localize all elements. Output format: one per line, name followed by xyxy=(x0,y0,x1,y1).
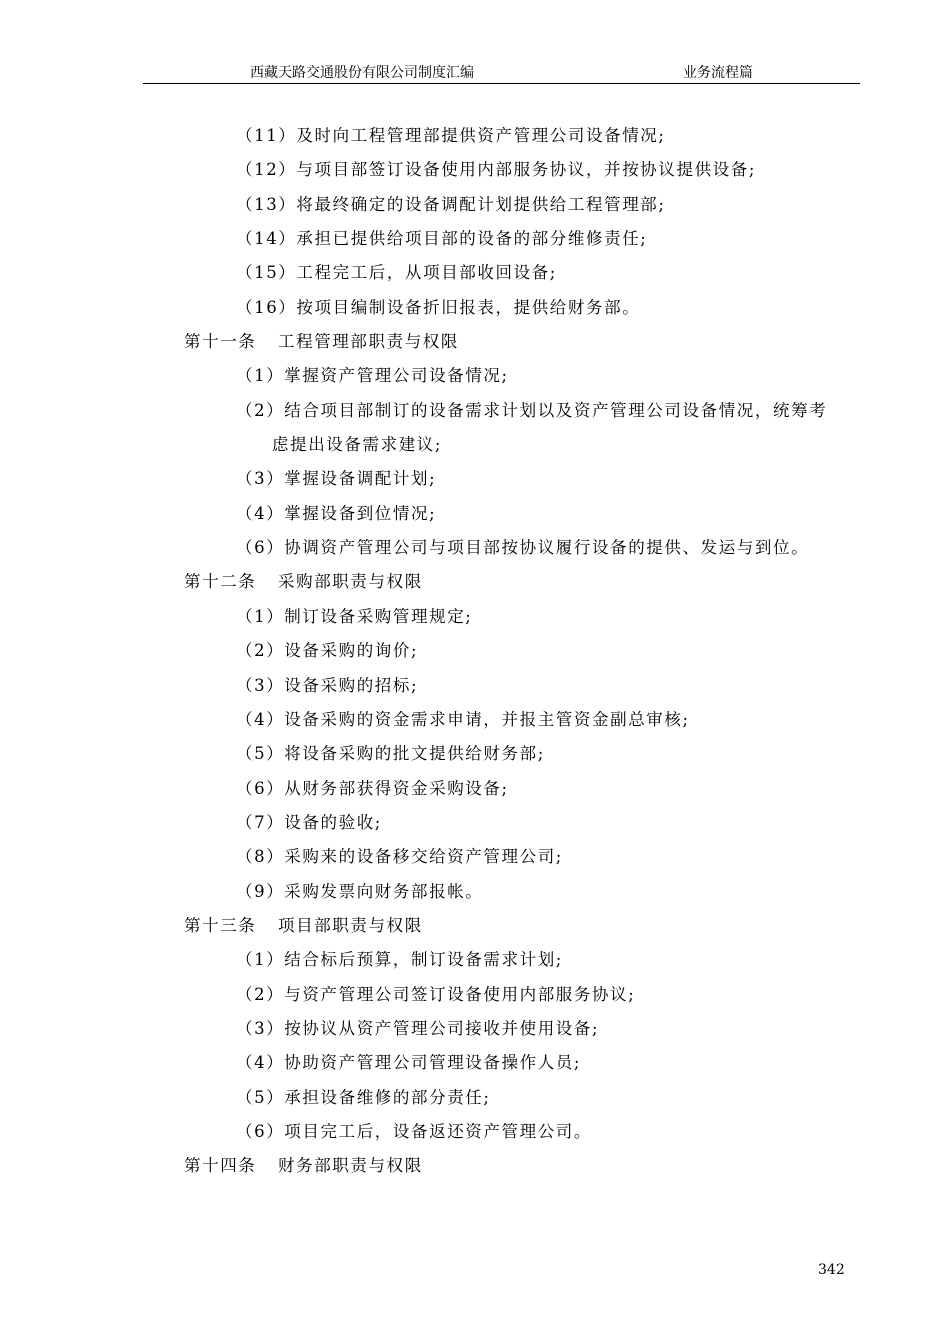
article-number: 第十一条 xyxy=(184,332,257,352)
article-number: 第十二条 xyxy=(184,572,257,592)
list-item: （3）设备采购的招标; xyxy=(236,675,419,695)
list-item: （8）采购来的设备移交给资产管理公司; xyxy=(236,847,563,867)
list-item: （6）从财务部获得资金采购设备; xyxy=(236,778,509,798)
list-item: （5）承担设备维修的部分责任; xyxy=(236,1087,491,1107)
list-item: （5）将设备采购的批文提供给财务部; xyxy=(236,744,545,764)
list-item: （16）按项目编制设备折旧报表，提供给财务部。 xyxy=(236,297,641,317)
list-item: （4）掌握设备到位情况; xyxy=(236,503,437,523)
article-heading xyxy=(0,909,950,943)
section-title: 业务流程篇 xyxy=(683,65,753,81)
page-header xyxy=(0,0,950,90)
article-title: 项目部职责与权限 xyxy=(278,915,423,935)
list-item-continuation: 虑提出设备需求建议; xyxy=(272,435,443,455)
list-item: （12）与项目部签订设备使用内部服务协议，并按协议提供设备; xyxy=(236,160,757,180)
article-number: 第十四条 xyxy=(184,1156,257,1176)
document-body xyxy=(0,119,950,1184)
list-item: （14）承担已提供给项目部的设备的部分维修责任; xyxy=(236,229,648,249)
document-title: 西藏天路交通股份有限公司制度汇编 xyxy=(250,65,474,81)
article-title: 采购部职责与权限 xyxy=(278,572,423,592)
list-item: （3）按协议从资产管理公司接收并使用设备; xyxy=(236,1018,600,1038)
list-item: （9）采购发票向财务部报帐。 xyxy=(236,881,484,901)
list-item: （6）协调资产管理公司与项目部按协议履行设备的提供、发运与到位。 xyxy=(236,538,810,558)
article-heading xyxy=(0,325,950,359)
header-divider xyxy=(143,83,860,84)
list-item: （3）掌握设备调配计划; xyxy=(236,469,437,489)
list-item: （11）及时向工程管理部提供资产管理公司设备情况; xyxy=(236,126,666,145)
article-heading xyxy=(0,565,950,599)
list-item: （1）制订设备采购管理规定; xyxy=(236,606,473,626)
list-item: （1）结合标后预算，制订设备需求计划; xyxy=(236,950,563,970)
list-item: （4）协助资产管理公司管理设备操作人员; xyxy=(236,1053,582,1073)
list-item: （2）设备采购的询价; xyxy=(236,641,419,661)
list-item: （15）工程完工后，从项目部收回设备; xyxy=(236,263,557,283)
article-title: 工程管理部职责与权限 xyxy=(278,332,459,352)
list-item: （1）掌握资产管理公司设备情况; xyxy=(236,366,509,386)
list-item: （7）设备的验收; xyxy=(236,812,382,832)
article-title: 财务部职责与权限 xyxy=(278,1156,423,1176)
list-item: （2）与资产管理公司签订设备使用内部服务协议; xyxy=(236,984,636,1004)
list-item: （2）结合项目部制订的设备需求计划以及资产管理公司设备情况，统筹考 xyxy=(236,400,828,420)
article-heading xyxy=(0,1149,950,1183)
list-item: （13）将最终确定的设备调配计划提供给工程管理部; xyxy=(236,194,666,214)
list-item: （6）项目完工后，设备返还资产管理公司。 xyxy=(236,1121,592,1141)
article-number: 第十三条 xyxy=(184,915,257,935)
list-item: （4）设备采购的资金需求申请，并报主管资金副总审核; xyxy=(236,709,690,729)
page-number: 342 xyxy=(818,1262,845,1278)
